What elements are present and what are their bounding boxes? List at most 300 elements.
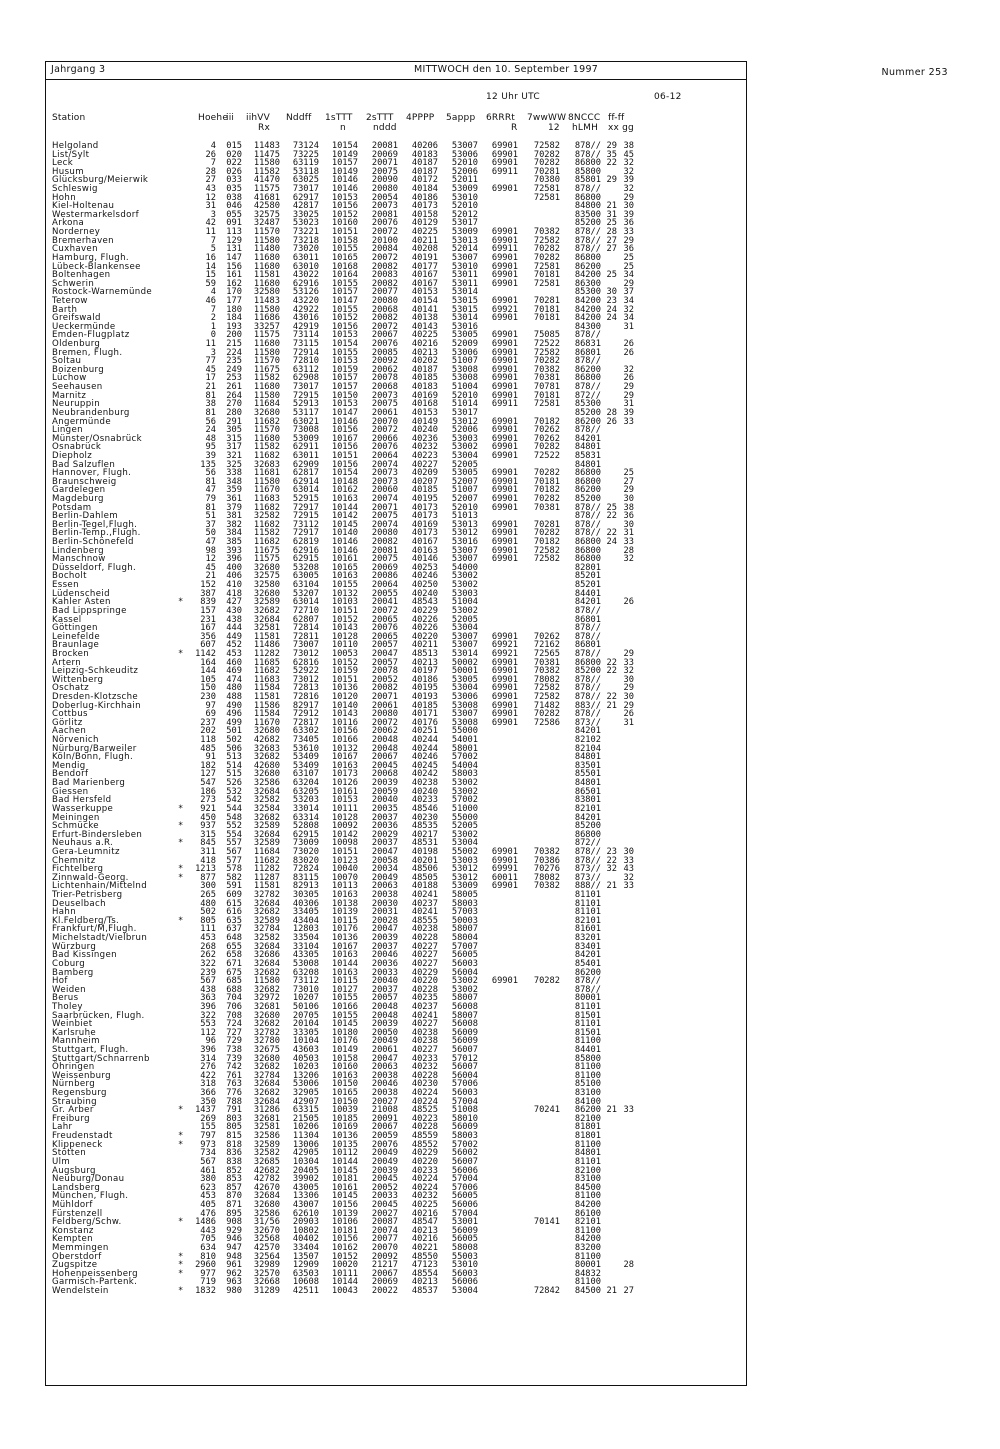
group-4pppp: 40167	[411, 537, 438, 548]
group-5appp: 56005	[451, 1191, 478, 1202]
station-name: Kahler Asten	[52, 597, 111, 608]
station-id: 513	[226, 752, 242, 763]
group-4pppp: 40153	[411, 407, 438, 418]
group-2sttt: 20075	[371, 399, 398, 410]
group-nddff: 63014	[292, 485, 319, 496]
group-2sttt: 21008	[371, 1105, 398, 1116]
height: 186	[200, 786, 216, 797]
group-5appp: 53002	[451, 571, 478, 582]
group-nddff: 72917	[292, 528, 319, 539]
group-7wwww: 70282	[533, 976, 560, 987]
col-6rrrt: 6RRRt	[486, 113, 516, 123]
station-id: 838	[226, 1156, 242, 1167]
group-2sttt: 20081	[371, 209, 398, 220]
group-8nccc: 86800	[574, 192, 601, 203]
group-4pppp: 40187	[411, 158, 438, 169]
document-date: MITTWOCH den 10. September 1997	[414, 64, 599, 75]
station-id: 091	[226, 218, 242, 229]
group-nddff: 63205	[292, 786, 319, 797]
group-5appp: 53007	[451, 631, 478, 642]
station-id: 161	[226, 270, 242, 281]
station-id: 453	[226, 648, 242, 659]
height: 387	[200, 588, 216, 599]
group-8nccc: 878//	[574, 356, 601, 367]
station-id: 708	[226, 1010, 242, 1021]
group-iihvv: 32681	[253, 1113, 280, 1124]
group-2sttt: 20077	[371, 1234, 398, 1245]
station-id: 253	[226, 373, 242, 384]
group-4pppp: 40221	[411, 1243, 438, 1253]
group-5appp: 57004	[451, 1096, 478, 1107]
station-id: 180	[226, 304, 242, 315]
group-8nccc: 86801	[574, 347, 601, 358]
group-5appp: 55003	[451, 1251, 478, 1262]
group-2sttt: 20041	[371, 597, 398, 608]
group-8nccc: 86800	[574, 554, 601, 565]
group-1sttt: 10155	[331, 580, 358, 591]
group-8nccc: 86801	[574, 614, 601, 625]
group-iihvv: 11581	[253, 631, 280, 642]
height: 318	[200, 1079, 216, 1090]
station-id: 449	[226, 631, 242, 642]
group-5appp: 55000	[451, 726, 478, 737]
station-id: 038	[226, 192, 242, 203]
group-6rrrt: 69901	[491, 261, 518, 272]
station-id: 156	[226, 261, 242, 272]
group-8nccc: 878//	[574, 528, 601, 539]
group-2sttt: 20072	[371, 227, 398, 238]
group-1sttt: 10144	[331, 1156, 358, 1167]
group-8nccc: 83401	[574, 941, 601, 952]
station-id: 948	[226, 1251, 242, 1262]
group-8nccc: 85201	[574, 571, 601, 582]
group-8nccc: 81100	[574, 1062, 601, 1073]
group-4pppp: 40236	[411, 433, 438, 444]
group-7wwww: 70282	[533, 709, 560, 720]
gust-ff2: 33	[623, 657, 634, 668]
group-4pppp: 40202	[411, 356, 438, 367]
group-1sttt: 10151	[331, 227, 358, 238]
group-2sttt: 20074	[371, 519, 398, 530]
group-6rrrt: 69911	[491, 166, 518, 177]
group-iihvv: 11475	[253, 149, 280, 160]
group-5appp: 53004	[451, 683, 478, 694]
group-nddff: 33504	[292, 933, 319, 944]
height: 135	[200, 459, 216, 470]
group-1sttt: 10156	[331, 442, 358, 453]
group-8nccc: 82100	[574, 1165, 601, 1176]
group-6rrrt: 69901	[491, 390, 518, 401]
group-8nccc: 883//	[574, 700, 601, 711]
group-4pppp: 40225	[411, 227, 438, 238]
mountain-marker: *	[178, 838, 184, 849]
group-8nccc: 85401	[574, 958, 601, 969]
group-4pppp: 40233	[411, 1053, 438, 1064]
station-id: 729	[226, 1036, 242, 1047]
group-4pppp: 40213	[411, 1225, 438, 1236]
group-2sttt: 20085	[371, 347, 398, 358]
group-5appp: 52010	[451, 502, 478, 513]
group-2sttt: 20052	[371, 674, 398, 685]
group-1sttt: 10164	[331, 270, 358, 281]
station-name: Bendorf	[52, 769, 89, 780]
station-id: 582	[226, 872, 242, 883]
group-7wwww: 70282	[533, 158, 560, 169]
group-4pppp: 40246	[411, 571, 438, 582]
group-2sttt: 20075	[371, 166, 398, 177]
gust-ff1: 21	[606, 1286, 617, 1297]
group-6rrrt: 69901	[491, 700, 518, 711]
station-name: Bad Salzuflen	[52, 459, 116, 470]
height: 262	[200, 950, 216, 961]
gust-ff2: 33	[623, 227, 634, 238]
group-8nccc: 86800	[574, 829, 601, 840]
height: 164	[200, 657, 216, 668]
group-nddff: 33405	[292, 907, 319, 918]
group-8nccc: 83200	[574, 1243, 601, 1253]
group-4pppp: 48546	[411, 803, 438, 814]
group-nddff: 10207	[292, 993, 319, 1004]
group-iihvv: 11686	[253, 313, 280, 324]
station-id: 616	[226, 907, 242, 918]
header-divider	[46, 79, 746, 80]
station-id: 015	[226, 141, 242, 151]
group-2sttt: 20076	[371, 442, 398, 453]
group-5appp: 57006	[451, 1079, 478, 1090]
group-iihvv: 42682	[253, 735, 280, 746]
station-name: Klippeneck	[52, 1139, 103, 1150]
group-5appp: 57003	[451, 907, 478, 918]
gust-ff2: 36	[623, 244, 634, 255]
group-nddff: 72915	[292, 511, 319, 522]
group-1sttt: 10154	[331, 339, 358, 350]
group-iihvv: 32684	[253, 958, 280, 969]
group-4pppp: 40228	[411, 1070, 438, 1081]
group-nddff: 21505	[292, 1113, 319, 1124]
group-2sttt: 20049	[371, 1156, 398, 1167]
group-4pppp: 40225	[411, 330, 438, 341]
group-nddff: 73112	[292, 519, 319, 530]
group-4pppp: 40167	[411, 270, 438, 281]
group-2sttt: 20047	[371, 1053, 398, 1064]
group-8nccc: 81100	[574, 1139, 601, 1150]
station-name: Lüdenscheid	[52, 588, 110, 599]
group-2sttt: 20045	[371, 1199, 398, 1210]
group-5appp: 53007	[451, 640, 478, 651]
station-name: Barth	[52, 304, 78, 315]
group-4pppp: 40227	[411, 1019, 438, 1030]
height: 239	[200, 967, 216, 978]
group-8nccc: 84100	[574, 1096, 601, 1107]
station-name: Michelstadt/Vielbrun	[52, 933, 148, 944]
observation-time: 12 Uhr UTC	[486, 92, 541, 102]
group-6rrrt: 69901	[491, 545, 518, 556]
group-2sttt: 20068	[371, 382, 398, 393]
station-id: 929	[226, 1225, 242, 1236]
group-1sttt: 10153	[331, 356, 358, 367]
group-2sttt: 20075	[371, 511, 398, 522]
group-nddff: 20903	[292, 1217, 319, 1228]
group-4pppp: 40195	[411, 493, 438, 504]
group-2sttt: 20046	[371, 950, 398, 961]
group-5appp: 58010	[451, 1113, 478, 1124]
station-id: 637	[226, 924, 242, 935]
group-4pppp: 40171	[411, 709, 438, 720]
gust-ff2: 29	[623, 648, 634, 659]
group-4pppp: 40213	[411, 347, 438, 358]
height: 17	[205, 373, 216, 384]
height: 202	[200, 726, 216, 737]
group-nddff: 33305	[292, 1027, 319, 1038]
height: 152	[200, 580, 216, 591]
group-iihvv: 32784	[253, 1070, 280, 1081]
group-7wwww: 71482	[533, 700, 560, 711]
height: 59	[205, 278, 216, 289]
height: 81	[205, 476, 216, 487]
group-nddff: 10206	[292, 1122, 319, 1133]
group-5appp: 53010	[451, 261, 478, 272]
group-5appp: 51013	[451, 511, 478, 522]
height: 3	[210, 209, 216, 220]
group-iihvv: 32684	[253, 1079, 280, 1090]
group-iihvv: 11582	[253, 373, 280, 384]
gust-ff2: 29	[623, 382, 634, 393]
group-1sttt: 10176	[331, 1036, 358, 1047]
group-5appp: 58007	[451, 924, 478, 935]
group-8nccc: 82104	[574, 743, 601, 754]
station-id: 315	[226, 433, 242, 444]
group-1sttt: 10166	[331, 1001, 358, 1012]
group-7wwww: 70182	[533, 537, 560, 548]
gust-ff2: 32	[623, 304, 634, 315]
group-5appp: 53006	[451, 149, 478, 160]
group-7wwww: 70382	[533, 227, 560, 238]
group-6rrrt: 69901	[491, 976, 518, 987]
group-5appp: 53009	[451, 881, 478, 892]
group-4pppp: 40246	[411, 752, 438, 763]
gust-ff2: 38	[623, 502, 634, 513]
station-id: 658	[226, 950, 242, 961]
gust-ff2: 32	[623, 184, 634, 195]
group-7wwww: 72581	[533, 278, 560, 289]
station-id: 348	[226, 476, 242, 487]
group-nddff: 42922	[292, 304, 319, 315]
group-nddff: 42511	[292, 1286, 319, 1297]
group-8nccc: 84200	[574, 295, 601, 306]
group-1sttt: 10150	[331, 1096, 358, 1107]
col-n: n	[340, 123, 346, 133]
group-8nccc: 82101	[574, 915, 601, 926]
group-8nccc: 83100	[574, 1088, 601, 1099]
group-8nccc: 84801	[574, 459, 601, 470]
group-5appp: 56008	[451, 1019, 478, 1030]
group-nddff: 43005	[292, 1182, 319, 1193]
group-7wwww: 70262	[533, 425, 560, 436]
group-7wwww: 78082	[533, 674, 560, 685]
station-id: 193	[226, 321, 242, 332]
group-1sttt: 10167	[331, 752, 358, 763]
station-id: 548	[226, 812, 242, 823]
gust-ff1: 22	[606, 158, 617, 169]
group-5appp: 51007	[451, 485, 478, 496]
group-4pppp: 40173	[411, 511, 438, 522]
group-4pppp: 40240	[411, 786, 438, 797]
station-name: Münster/Osnabrück	[52, 433, 142, 444]
station-id: 162	[226, 278, 242, 289]
station-name: Lindenberg	[52, 545, 104, 556]
group-nddff: 53207	[292, 588, 319, 599]
group-4pppp: 40213	[411, 1277, 438, 1288]
group-nddff: 62911	[292, 442, 319, 453]
group-iihvv: 31289	[253, 1286, 280, 1297]
group-5appp: 56006	[451, 1165, 478, 1176]
group-5appp: 53002	[451, 829, 478, 840]
group-nddff: 52922	[292, 666, 319, 677]
group-8nccc: 878//	[574, 648, 601, 659]
group-8nccc: 84401	[574, 588, 601, 599]
height: 1	[210, 321, 216, 332]
group-4pppp: 40223	[411, 450, 438, 461]
gust-ff2: 29	[623, 390, 634, 401]
group-6rrrt: 60011	[491, 872, 518, 883]
group-8nccc: 878//	[574, 235, 601, 246]
height: 1142	[195, 648, 216, 659]
group-2sttt: 20067	[371, 330, 398, 341]
height: 547	[200, 778, 216, 789]
issue-number: Nummer 253	[881, 67, 948, 78]
group-2sttt: 20038	[371, 890, 398, 901]
group-nddff: 72811	[292, 631, 319, 642]
height: 300	[200, 881, 216, 892]
height: 12	[205, 554, 216, 565]
group-8nccc: 86800	[574, 373, 601, 384]
group-2sttt: 20062	[371, 364, 398, 375]
group-1sttt: 10053	[331, 648, 358, 659]
group-1sttt: 10165	[331, 562, 358, 573]
group-nddff: 13507	[292, 1251, 319, 1262]
station-name: Wasserkuppe	[52, 803, 114, 814]
group-2sttt: 20084	[371, 244, 398, 255]
station-name: Köln/Bonn, Flugh.	[52, 752, 134, 763]
station-id: 235	[226, 356, 242, 367]
group-2sttt: 20082	[371, 313, 398, 324]
station-id: 514	[226, 760, 242, 771]
station-name: Oldenburg	[52, 339, 101, 350]
group-iihvv: 42682	[253, 1165, 280, 1176]
gust-ff1: 22	[606, 511, 617, 522]
group-4pppp: 48505	[411, 872, 438, 883]
height: 2960	[195, 1260, 216, 1271]
group-iihvv: 11486	[253, 640, 280, 651]
group-nddff: 72912	[292, 709, 319, 720]
group-5appp: 54001	[451, 735, 478, 746]
station-id: 526	[226, 778, 242, 789]
group-8nccc: 878//	[574, 674, 601, 685]
group-2sttt: 20031	[371, 907, 398, 918]
group-iihvv: 11575	[253, 554, 280, 565]
group-iihvv: 11580	[253, 476, 280, 487]
station-name: Osnabrück	[52, 442, 102, 453]
group-nddff: 83020	[292, 855, 319, 866]
group-iihvv: 32684	[253, 786, 280, 797]
group-2sttt: 20072	[371, 252, 398, 263]
group-5appp: 56007	[451, 1062, 478, 1073]
group-2sttt: 20049	[371, 1148, 398, 1159]
group-8nccc: 878//	[574, 382, 601, 393]
group-8nccc: 81101	[574, 898, 601, 909]
group-1sttt: 10146	[331, 184, 358, 195]
group-4pppp: 40223	[411, 1113, 438, 1124]
group-nddff: 53208	[292, 562, 319, 573]
group-1sttt: 10154	[331, 468, 358, 479]
station-id: 635	[226, 915, 242, 926]
group-8nccc: 81100	[574, 1036, 601, 1047]
group-1sttt: 10145	[331, 1019, 358, 1030]
group-5appp: 57004	[451, 1174, 478, 1185]
group-iihvv: 11685	[253, 657, 280, 668]
gust-ff1: 23	[606, 295, 617, 306]
group-2sttt: 20080	[371, 295, 398, 306]
group-7wwww: 70282	[533, 493, 560, 504]
group-4pppp: 40232	[411, 1062, 438, 1073]
group-6rrrt: 69901	[491, 433, 518, 444]
station-name: Erfurt-Bindersleben	[52, 829, 143, 840]
mountain-marker: *	[178, 1217, 184, 1228]
station-name: Wittenberg	[52, 674, 104, 685]
station-id: 857	[226, 1182, 242, 1193]
station-id: 177	[226, 295, 242, 306]
group-1sttt: 10135	[331, 1139, 358, 1150]
station-name: Konstanz	[52, 1225, 94, 1236]
group-5appp: 53008	[451, 373, 478, 384]
group-7wwww: 70282	[533, 356, 560, 367]
group-1sttt: 10168	[331, 261, 358, 272]
group-6rrrt: 69901	[491, 855, 518, 866]
group-nddff: 73009	[292, 838, 319, 849]
col-nddff: Nddff	[286, 113, 312, 123]
group-4pppp: 40224	[411, 1088, 438, 1099]
group-1sttt: 10155	[331, 304, 358, 315]
group-2sttt: 20069	[371, 562, 398, 573]
group-4pppp: 48552	[411, 1139, 438, 1150]
group-5appp: 53006	[451, 692, 478, 702]
station-id: 382	[226, 519, 242, 530]
group-1sttt: 10132	[331, 588, 358, 599]
height: 118	[200, 735, 216, 746]
gust-ff2: 28	[623, 1260, 634, 1271]
group-4pppp: 40149	[411, 416, 438, 427]
group-nddff: 33025	[292, 209, 319, 220]
station-id: 552	[226, 821, 242, 832]
group-6rrrt: 69901	[491, 717, 518, 728]
group-2sttt: 20027	[371, 1208, 398, 1219]
group-8nccc: 86800	[574, 657, 601, 668]
station-id: 418	[226, 588, 242, 599]
station-id: 501	[226, 726, 242, 737]
station-name: Berlin-Schönefeld	[52, 537, 134, 548]
group-4pppp: 40224	[411, 1182, 438, 1193]
group-iihvv: 32684	[253, 614, 280, 625]
station-id: 020	[226, 149, 242, 160]
mountain-marker: *	[178, 872, 184, 883]
group-8nccc: 84200	[574, 270, 601, 281]
group-iihvv: 32683	[253, 459, 280, 470]
station-id: 836	[226, 1148, 242, 1159]
station-name: Chemnitz	[52, 855, 96, 866]
group-nddff: 72824	[292, 864, 319, 875]
group-nddff: 73405	[292, 735, 319, 746]
gust-ff1: 28	[606, 407, 617, 418]
